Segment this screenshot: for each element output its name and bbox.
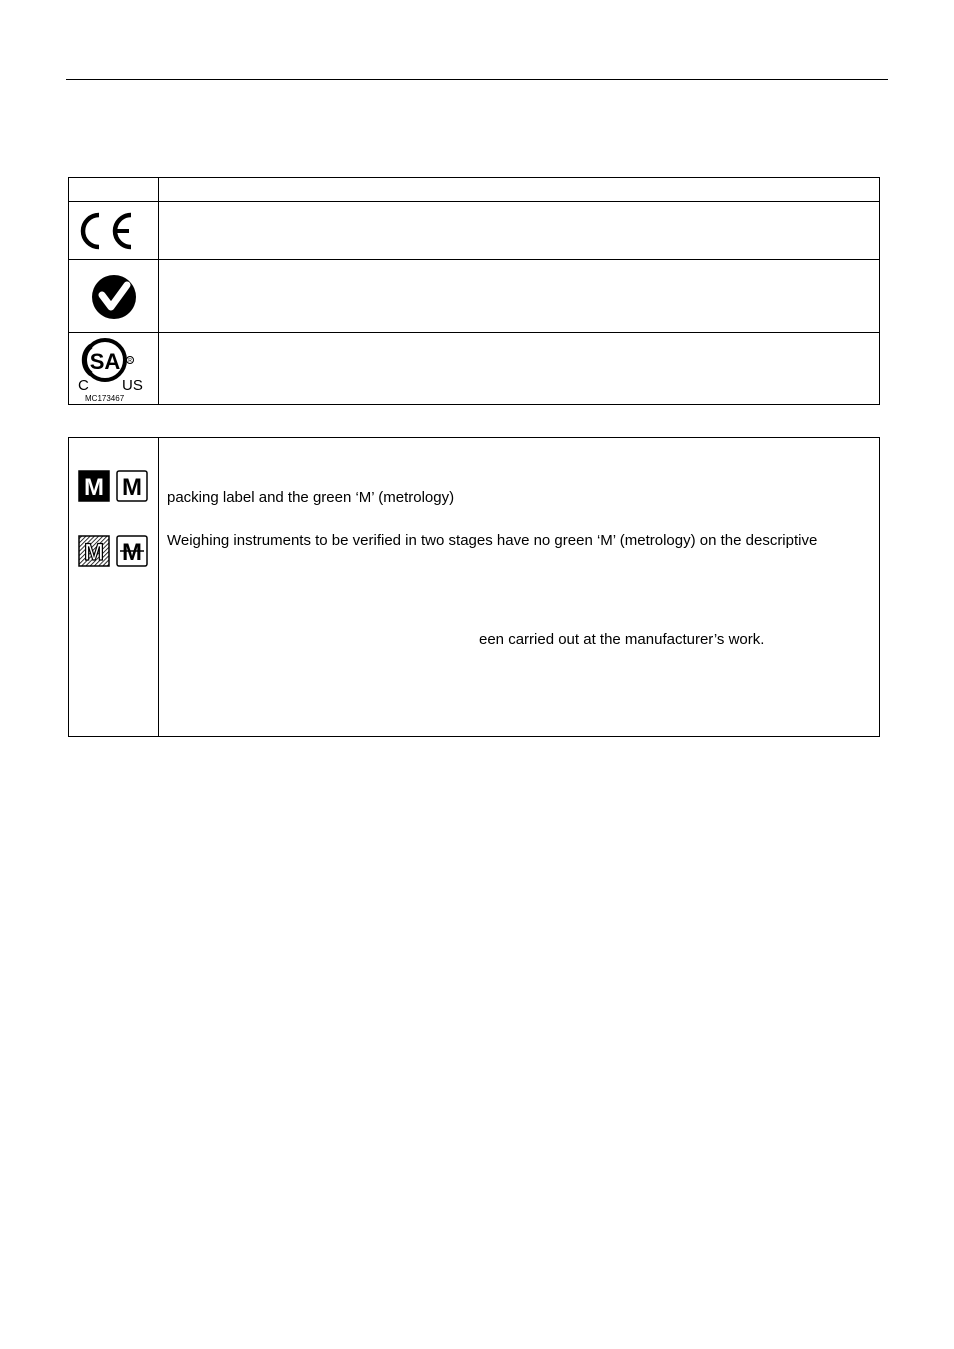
- metrology-table: [68, 437, 880, 737]
- header-cell-description: [159, 178, 880, 202]
- svg-text:M: M: [122, 539, 142, 566]
- svg-text:C: C: [78, 377, 89, 394]
- manufacturer-works-text: een carried out at the manufacturer’s work.: [479, 631, 765, 648]
- csa-mark-icon: [75, 336, 155, 404]
- svg-text:MC173467: MC173467: [85, 394, 125, 403]
- svg-text:M: M: [84, 539, 104, 566]
- ce-description: [159, 202, 880, 260]
- table-row: [69, 333, 880, 405]
- packing-label-text: packing label and the green ‘M’ (metrology): [167, 489, 455, 506]
- metrology-m-hatched-icon: [78, 535, 150, 567]
- svg-text:SA: SA: [89, 349, 121, 374]
- svg-text:R: R: [128, 358, 132, 364]
- table-header-row: [69, 178, 880, 202]
- svg-text:US: US: [122, 377, 143, 394]
- certification-table: [68, 177, 880, 405]
- table-row: [69, 260, 880, 333]
- header-rule: [66, 79, 888, 80]
- csa-cell: [69, 333, 159, 405]
- table-row: [69, 202, 880, 260]
- header-cell-symbol: [69, 178, 159, 202]
- rcm-check-icon: [90, 273, 138, 321]
- svg-text:M: M: [122, 474, 142, 501]
- ce-mark-icon: [77, 209, 137, 253]
- csa-description: [159, 333, 880, 405]
- svg-text:M: M: [84, 474, 104, 501]
- metrology-icon-cell: [69, 438, 159, 737]
- two-stages-text: Weighing instruments to be verified in two stages have no green ‘M’ (metrology) on the descriptive: [167, 532, 818, 549]
- table-row: [69, 438, 880, 737]
- rcm-cell: [69, 260, 159, 333]
- metrology-m-icon: [78, 470, 150, 502]
- ce-cell: [69, 202, 159, 260]
- metrology-description: [159, 438, 880, 737]
- rcm-description: [159, 260, 880, 333]
